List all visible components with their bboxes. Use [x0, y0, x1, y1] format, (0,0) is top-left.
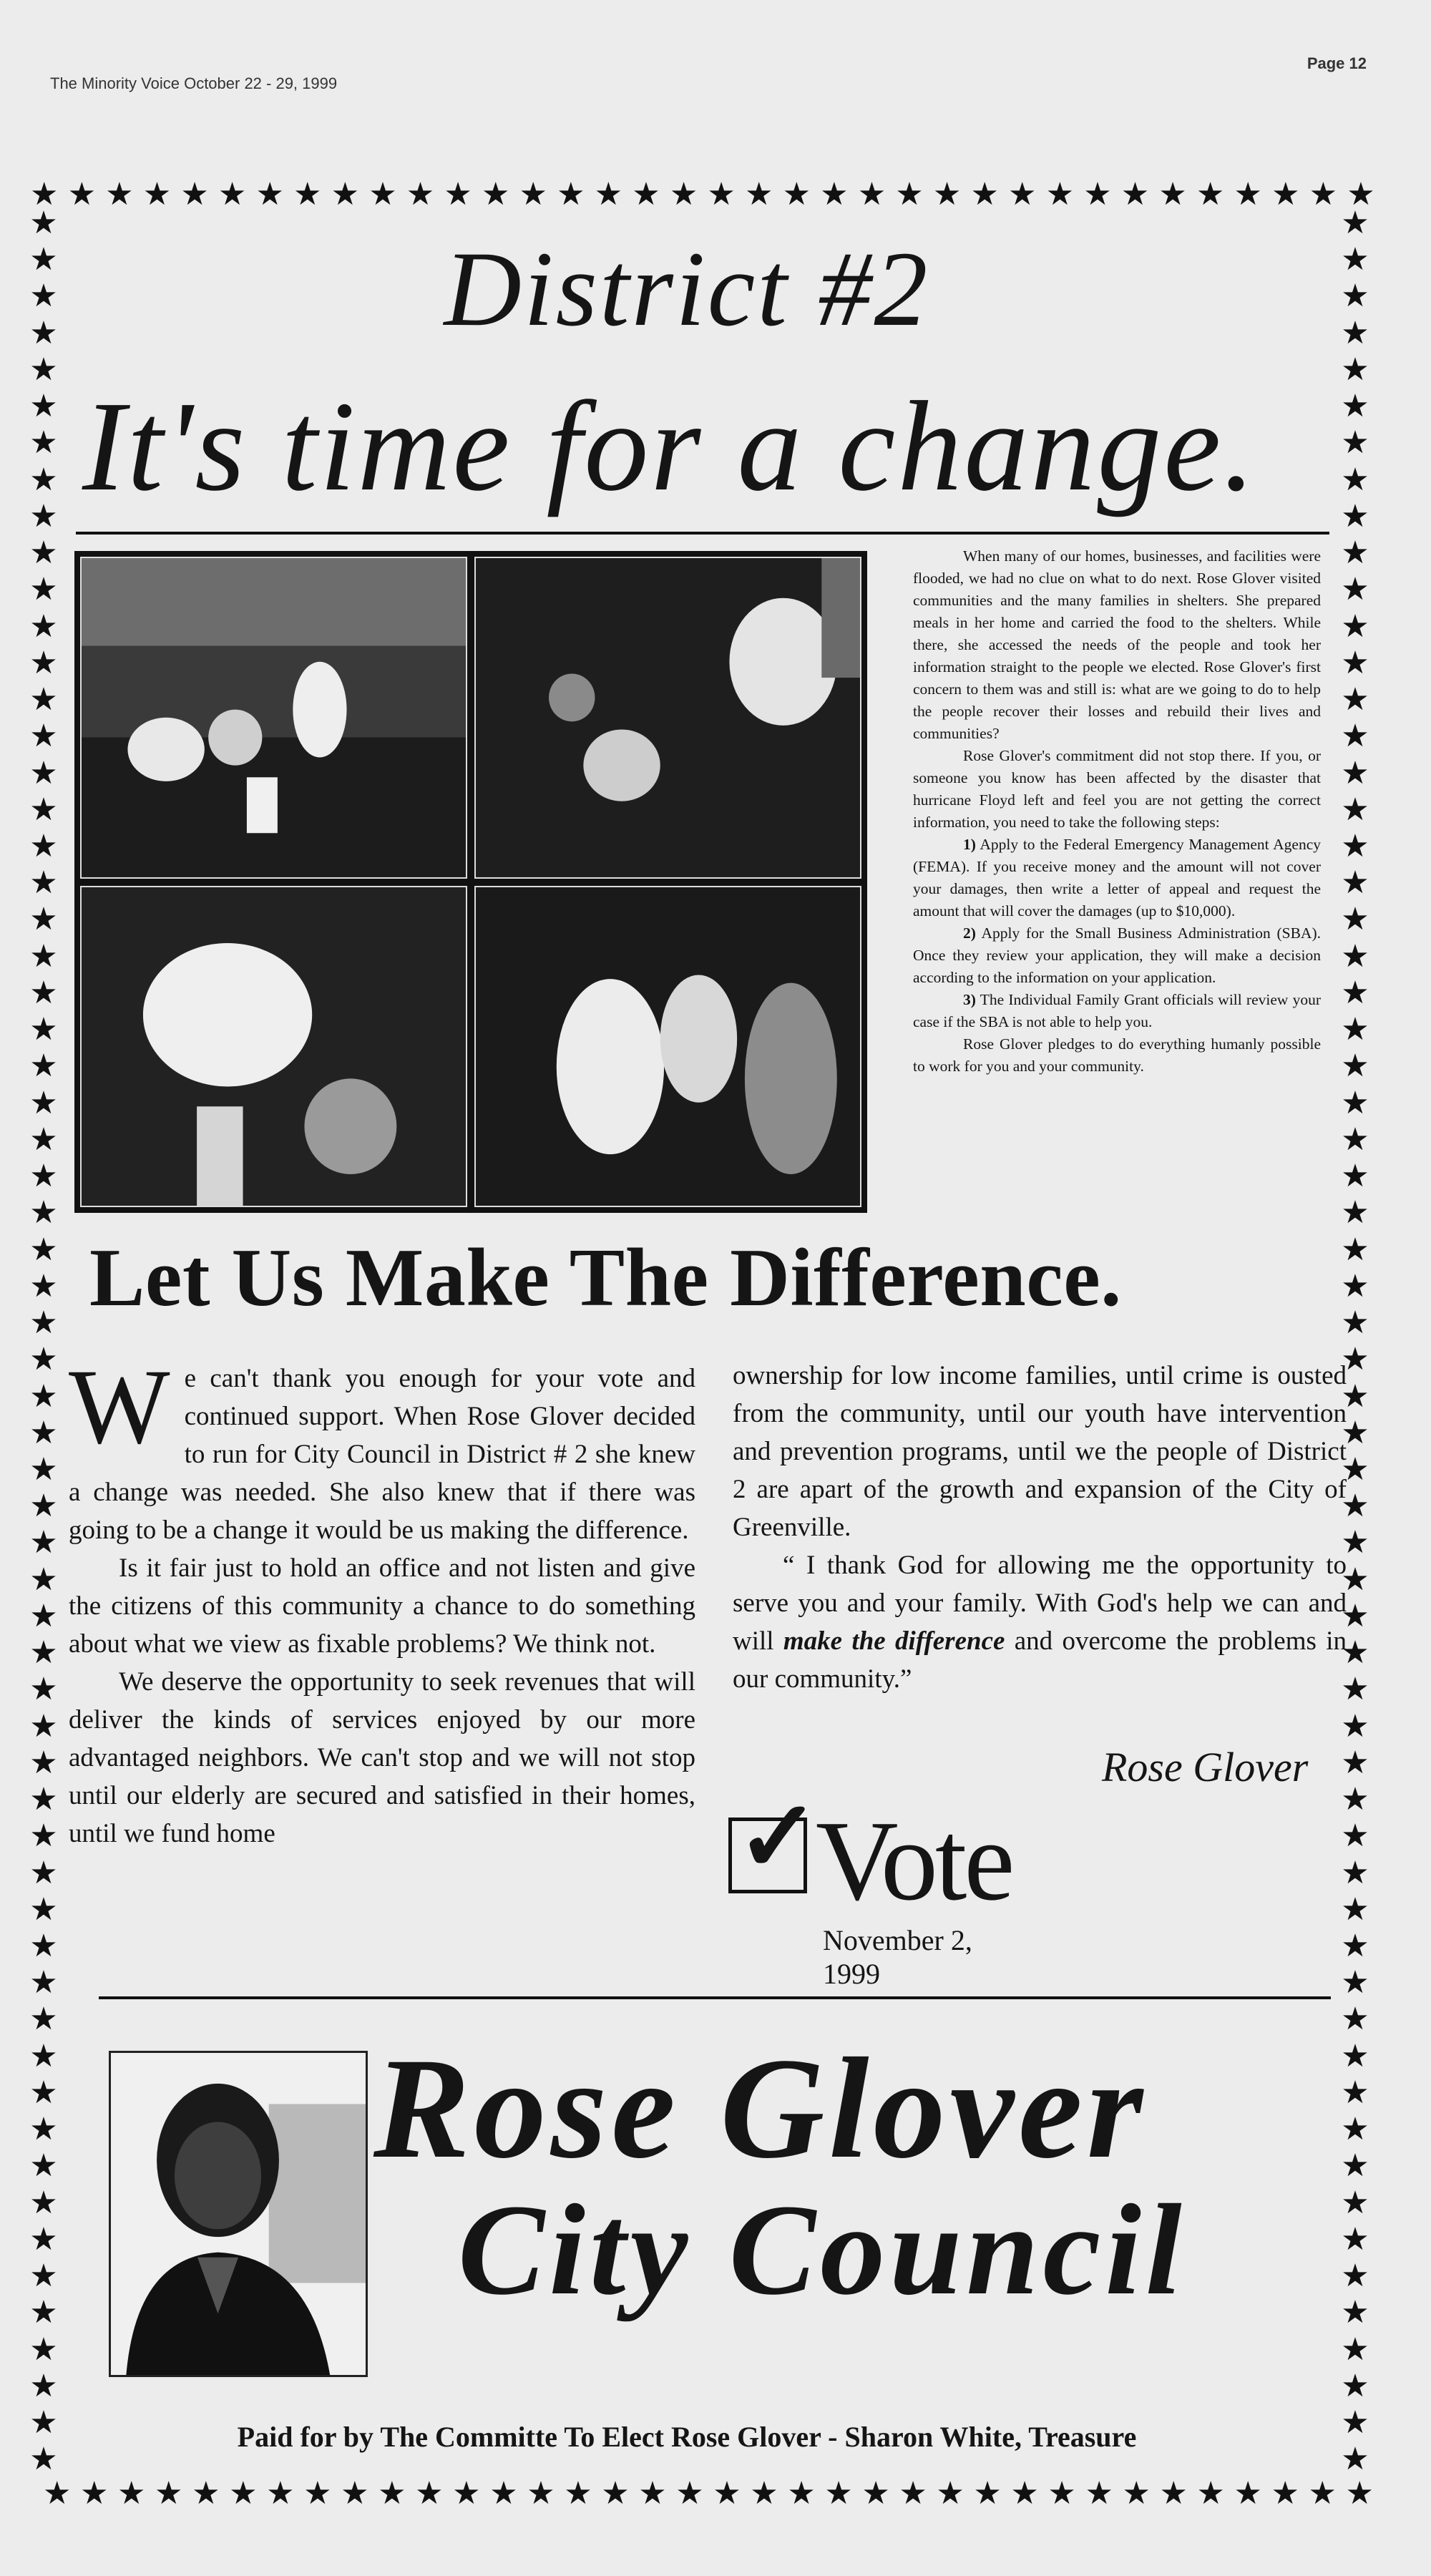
- star-icon: ★: [1341, 1598, 1369, 1634]
- star-icon: ★: [29, 2112, 58, 2147]
- star-icon: ★: [601, 2476, 630, 2511]
- star-icon: ★: [1341, 2368, 1369, 2404]
- star-icon: ★: [29, 535, 58, 571]
- star-icon: ★: [29, 389, 58, 424]
- star-icon: ★: [899, 2476, 927, 2511]
- star-icon: ★: [29, 1012, 58, 1048]
- star-icon: ★: [1341, 791, 1369, 827]
- star-icon: ★: [1271, 177, 1300, 212]
- check-mark-icon: ✓: [736, 1782, 821, 1893]
- star-icon: ★: [1083, 177, 1112, 212]
- star-icon: ★: [29, 1451, 58, 1487]
- star-icon: ★: [415, 2476, 444, 2511]
- step-2-text: Apply for the Small Business Administration (SBA). Once they review your application, they will make a decision according to the information on your application.: [913, 924, 1321, 986]
- star-icon: ★: [293, 177, 322, 212]
- star-icon: ★: [1341, 1378, 1369, 1414]
- star-icon: ★: [1341, 755, 1369, 791]
- star-icon: ★: [29, 2001, 58, 2037]
- star-icon: ★: [1345, 2476, 1374, 2511]
- star-border-top: [30, 177, 1375, 212]
- relief-info-column: [913, 545, 1321, 1078]
- star-border-left: [26, 205, 62, 2477]
- star-icon: ★: [1341, 2405, 1369, 2441]
- body-paragraph-4: ownership for low income families, until crime is ousted from the community, until our youth have intervention and prevention programs, until we the people of District 2 are apart of the growth and expansion of the City of Greenville.: [733, 1361, 1347, 1542]
- star-icon: ★: [29, 498, 58, 534]
- star-icon: ★: [1341, 1231, 1369, 1267]
- star-icon: ★: [29, 1965, 58, 2001]
- star-icon: ★: [1341, 425, 1369, 461]
- star-icon: ★: [1341, 1818, 1369, 1854]
- star-icon: ★: [1341, 1268, 1369, 1304]
- star-icon: ★: [895, 177, 924, 212]
- star-icon: ★: [1008, 177, 1037, 212]
- page-header: [50, 54, 1367, 103]
- star-icon: ★: [973, 2476, 1002, 2511]
- star-icon: ★: [1341, 1708, 1369, 1744]
- star-icon: ★: [1341, 1195, 1369, 1231]
- star-border-right: [1335, 205, 1375, 2477]
- star-icon: ★: [1341, 1891, 1369, 1927]
- star-icon: ★: [1341, 865, 1369, 901]
- star-icon: ★: [1341, 2441, 1369, 2477]
- star-icon: ★: [1341, 498, 1369, 534]
- relief-paragraph-1: When many of our homes, businesses, and facilities were flooded, we had no clue on what to do next. Rose Glover visited communities and the many families in shelters. She prepared meals in her home and carried the food to the shelters. While there, she accessed the needs of the people and took her information straight to the people we elected. Rose Glover's first concern to them was and still is: what are we going to do to help the people recover their losses and rebuild their lives and communities?: [913, 547, 1321, 742]
- star-icon: ★: [29, 1195, 58, 1231]
- star-icon: ★: [368, 177, 397, 212]
- vote-word: Vote: [816, 1797, 1012, 1924]
- candidate-name: Rose Glover: [373, 2028, 1148, 2188]
- star-icon: ★: [29, 1231, 58, 1267]
- quote-paragraph: [733, 1546, 1347, 1698]
- star-icon: ★: [105, 177, 134, 212]
- vote-box: [728, 1782, 1015, 1990]
- star-icon: ★: [29, 718, 58, 754]
- step-1-number: 1): [963, 836, 976, 853]
- star-icon: ★: [1159, 2476, 1188, 2511]
- star-icon: ★: [30, 177, 59, 212]
- divider-top: [76, 532, 1329, 535]
- star-icon: ★: [29, 205, 58, 240]
- star-icon: ★: [29, 1378, 58, 1414]
- step-1-text: Apply to the Federal Emergency Management Agency (FEMA). If you receive money and the amount will not cover your damages, then write a letter of appeal and request the amount that will cover the damages (up to $10,000).: [913, 836, 1321, 919]
- star-icon: ★: [1341, 2331, 1369, 2367]
- star-icon: ★: [29, 1488, 58, 1524]
- relief-pledge: Rose Glover pledges to do everything humanly possible to work for you and your community.: [913, 1035, 1321, 1075]
- star-icon: ★: [29, 1121, 58, 1157]
- relief-paragraph-2: Rose Glover's commitment did not stop there. If you, or someone you know has been affected by the disaster that hurricane Floyd left and feel you are not getting the correct information, you need to take the following steps:: [913, 747, 1321, 831]
- star-icon: ★: [1341, 2258, 1369, 2294]
- star-icon: ★: [1341, 1635, 1369, 1671]
- relief-step-2: [913, 922, 1321, 989]
- star-icon: ★: [266, 2476, 295, 2511]
- star-icon: ★: [29, 315, 58, 351]
- star-icon: ★: [29, 278, 58, 314]
- publication-line: The Minority Voice October 22 - 29, 1999: [50, 74, 338, 92]
- star-icon: ★: [1309, 177, 1338, 212]
- star-icon: ★: [1341, 2185, 1369, 2220]
- photo-volunteers: [80, 886, 467, 1208]
- star-icon: ★: [857, 177, 887, 212]
- star-icon: ★: [29, 791, 58, 827]
- star-icon: ★: [117, 2476, 146, 2511]
- star-icon: ★: [29, 1158, 58, 1194]
- star-border-bottom: [43, 2476, 1374, 2512]
- star-icon: ★: [29, 2258, 58, 2294]
- star-icon: ★: [707, 177, 736, 212]
- star-icon: ★: [1341, 645, 1369, 680]
- star-icon: ★: [1341, 572, 1369, 608]
- star-icon: ★: [1341, 2295, 1369, 2331]
- star-icon: ★: [29, 865, 58, 901]
- star-icon: ★: [787, 2476, 816, 2511]
- star-icon: ★: [1347, 177, 1375, 212]
- quote-part-b: and overcome the problems in our community.”: [733, 1626, 1347, 1694]
- star-icon: ★: [1308, 2476, 1337, 2511]
- star-icon: ★: [1341, 1451, 1369, 1487]
- divider-bottom: [99, 1996, 1331, 1999]
- star-icon: ★: [29, 1268, 58, 1304]
- star-icon: ★: [218, 177, 247, 212]
- star-icon: ★: [29, 1928, 58, 1964]
- star-icon: ★: [489, 2476, 518, 2511]
- star-icon: ★: [1341, 682, 1369, 718]
- quote-emphasis: make the difference: [783, 1626, 1005, 1656]
- headline: Let Us Make The Difference.: [89, 1232, 1122, 1324]
- star-icon: ★: [1341, 315, 1369, 351]
- step-3-number: 3): [963, 991, 976, 1008]
- star-icon: ★: [29, 1048, 58, 1084]
- star-icon: ★: [29, 608, 58, 644]
- star-icon: ★: [29, 1561, 58, 1597]
- star-icon: ★: [594, 177, 623, 212]
- star-icon: ★: [1196, 177, 1225, 212]
- star-icon: ★: [1341, 1085, 1369, 1121]
- star-icon: ★: [936, 2476, 964, 2511]
- star-icon: ★: [29, 645, 58, 680]
- star-icon: ★: [1341, 828, 1369, 864]
- star-icon: ★: [29, 1305, 58, 1341]
- star-icon: ★: [1341, 1928, 1369, 1964]
- star-icon: ★: [155, 2476, 183, 2511]
- star-icon: ★: [1341, 1488, 1369, 1524]
- star-icon: ★: [481, 177, 510, 212]
- star-icon: ★: [1158, 177, 1187, 212]
- body-paragraph-1-text: e can't thank you enough for your vote and continued support. When Rose Glover decided to run for City Council in District # 2 she knew a change was needed. She also knew that if there was going to be a change it would be us making the difference.: [69, 1364, 695, 1545]
- star-icon: ★: [1085, 2476, 1113, 2511]
- star-icon: ★: [1234, 177, 1262, 212]
- star-icon: ★: [341, 2476, 369, 2511]
- star-icon: ★: [744, 177, 773, 212]
- star-icon: ★: [29, 1818, 58, 1854]
- star-icon: ★: [29, 682, 58, 718]
- star-icon: ★: [29, 1598, 58, 1634]
- star-icon: ★: [669, 177, 698, 212]
- star-icon: ★: [192, 2476, 220, 2511]
- star-icon: ★: [1341, 902, 1369, 937]
- star-icon: ★: [29, 1855, 58, 1890]
- body-paragraph-3: We deserve the opportunity to seek revenues that will deliver the kinds of services enjoyed by our more advantaged neighbors. We can't stop and we will not stop until our elderly are secured and satisfied in their homes, until we fund home: [69, 1667, 695, 1848]
- star-icon: ★: [1196, 2476, 1225, 2511]
- star-icon: ★: [378, 2476, 406, 2511]
- star-icon: ★: [1341, 205, 1369, 240]
- star-icon: ★: [29, 2148, 58, 2184]
- star-icon: ★: [29, 2405, 58, 2441]
- election-date: November 2, 1999: [823, 1924, 972, 1990]
- star-icon: ★: [29, 828, 58, 864]
- star-icon: ★: [331, 177, 360, 212]
- star-icon: ★: [43, 2476, 72, 2511]
- star-icon: ★: [1341, 1415, 1369, 1450]
- star-icon: ★: [1341, 1158, 1369, 1194]
- photo-collage: [74, 551, 867, 1213]
- candidate-portrait: [109, 2051, 368, 2377]
- star-icon: ★: [564, 2476, 592, 2511]
- star-icon: ★: [229, 2476, 258, 2511]
- star-icon: ★: [406, 177, 435, 212]
- body-paragraph-2: Is it fair just to hold an office and not listen and give the citizens of this community a chance to do something about what we view as fixable problems? We think not.: [69, 1553, 695, 1659]
- star-icon: ★: [1341, 1782, 1369, 1818]
- star-icon: ★: [1341, 1855, 1369, 1890]
- star-icon: ★: [29, 902, 58, 937]
- star-icon: ★: [1341, 242, 1369, 278]
- star-icon: ★: [1341, 1525, 1369, 1561]
- star-icon: ★: [29, 2368, 58, 2404]
- star-icon: ★: [1341, 1672, 1369, 1707]
- star-icon: ★: [1341, 975, 1369, 1010]
- page-number: Page 12: [1307, 54, 1367, 72]
- step-2-number: 2): [963, 924, 976, 942]
- star-icon: ★: [824, 2476, 853, 2511]
- star-icon: ★: [29, 1782, 58, 1818]
- star-icon: ★: [29, 351, 58, 387]
- star-icon: ★: [29, 2038, 58, 2074]
- star-icon: ★: [1341, 938, 1369, 974]
- star-icon: ★: [67, 177, 97, 212]
- drop-cap: W: [69, 1347, 170, 1466]
- star-icon: ★: [29, 1708, 58, 1744]
- photo-conversation: [474, 886, 861, 1208]
- photo-crowd: [474, 557, 861, 879]
- star-icon: ★: [527, 2476, 555, 2511]
- star-icon: ★: [29, 1525, 58, 1561]
- star-icon: ★: [1341, 608, 1369, 644]
- star-icon: ★: [1341, 1121, 1369, 1157]
- star-icon: ★: [29, 1415, 58, 1450]
- star-icon: ★: [1341, 351, 1369, 387]
- star-icon: ★: [29, 572, 58, 608]
- star-icon: ★: [713, 2476, 741, 2511]
- star-icon: ★: [142, 177, 172, 212]
- star-icon: ★: [80, 2476, 109, 2511]
- body-column-right: [733, 1357, 1347, 1698]
- star-icon: ★: [1010, 2476, 1039, 2511]
- star-icon: ★: [519, 177, 547, 212]
- star-icon: ★: [1341, 1342, 1369, 1377]
- star-icon: ★: [1341, 389, 1369, 424]
- star-icon: ★: [29, 2295, 58, 2331]
- star-icon: ★: [932, 177, 962, 212]
- star-icon: ★: [29, 938, 58, 974]
- star-icon: ★: [1341, 278, 1369, 314]
- star-icon: ★: [180, 177, 209, 212]
- star-icon: ★: [1120, 177, 1150, 212]
- star-icon: ★: [750, 2476, 778, 2511]
- star-icon: ★: [29, 242, 58, 278]
- star-icon: ★: [1341, 2148, 1369, 2184]
- star-icon: ★: [1341, 2112, 1369, 2147]
- star-icon: ★: [29, 1891, 58, 1927]
- star-icon: ★: [1341, 2221, 1369, 2257]
- star-icon: ★: [1341, 1745, 1369, 1780]
- star-icon: ★: [29, 2074, 58, 2110]
- star-icon: ★: [1341, 1012, 1369, 1048]
- star-icon: ★: [1271, 2476, 1299, 2511]
- star-icon: ★: [557, 177, 585, 212]
- star-icon: ★: [29, 2441, 58, 2477]
- star-icon: ★: [1122, 2476, 1151, 2511]
- star-icon: ★: [29, 1342, 58, 1377]
- signature: Rose Glover: [1102, 1744, 1309, 1790]
- star-icon: ★: [29, 1635, 58, 1671]
- star-icon: ★: [1047, 2476, 1076, 2511]
- star-icon: ★: [1341, 1048, 1369, 1084]
- office-sought: City Council: [458, 2178, 1186, 2322]
- paid-for-disclaimer: Paid for by The Committe To Elect Rose Glover - Sharon White, Treasure: [237, 2421, 1137, 2453]
- relief-step-3: [913, 989, 1321, 1033]
- checkbox-icon: [728, 1782, 821, 1893]
- photo-shelter-meal: [80, 557, 467, 879]
- body-paragraph-1: [69, 1347, 695, 1549]
- star-icon: ★: [638, 2476, 667, 2511]
- star-icon: ★: [452, 2476, 481, 2511]
- star-icon: ★: [675, 2476, 704, 2511]
- star-icon: ★: [782, 177, 811, 212]
- quote-part-a: “ I thank God for allowing me the opportunity to serve you and your family. With God's help we can and will: [733, 1551, 1347, 1656]
- star-icon: ★: [861, 2476, 890, 2511]
- star-icon: ★: [255, 177, 284, 212]
- star-icon: ★: [303, 2476, 332, 2511]
- star-icon: ★: [632, 177, 660, 212]
- star-icon: ★: [1341, 2074, 1369, 2110]
- star-icon: ★: [1341, 462, 1369, 497]
- star-icon: ★: [1341, 1561, 1369, 1597]
- star-icon: ★: [29, 2221, 58, 2257]
- star-icon: ★: [29, 425, 58, 461]
- star-icon: ★: [1341, 1305, 1369, 1341]
- star-icon: ★: [29, 2185, 58, 2220]
- relief-step-1: [913, 834, 1321, 922]
- star-icon: ★: [29, 2331, 58, 2367]
- star-icon: ★: [29, 1745, 58, 1780]
- star-icon: ★: [1341, 718, 1369, 754]
- star-icon: ★: [1341, 1965, 1369, 2001]
- star-icon: ★: [29, 1085, 58, 1121]
- star-icon: ★: [1341, 2038, 1369, 2074]
- star-icon: ★: [29, 1672, 58, 1707]
- step-3-text: The Individual Family Grant officials will review your case if the SBA is not able to help you.: [913, 991, 1321, 1030]
- star-icon: ★: [29, 975, 58, 1010]
- star-icon: ★: [1341, 535, 1369, 571]
- star-icon: ★: [1234, 2476, 1262, 2511]
- star-icon: ★: [820, 177, 849, 212]
- star-icon: ★: [1341, 2001, 1369, 2037]
- slogan: It's time for a change.: [82, 375, 1258, 517]
- star-icon: ★: [970, 177, 999, 212]
- district-title: District #2: [444, 230, 930, 348]
- star-icon: ★: [29, 462, 58, 497]
- body-column-left: [69, 1347, 695, 1853]
- star-icon: ★: [1045, 177, 1075, 212]
- star-icon: ★: [444, 177, 472, 212]
- star-icon: ★: [29, 755, 58, 791]
